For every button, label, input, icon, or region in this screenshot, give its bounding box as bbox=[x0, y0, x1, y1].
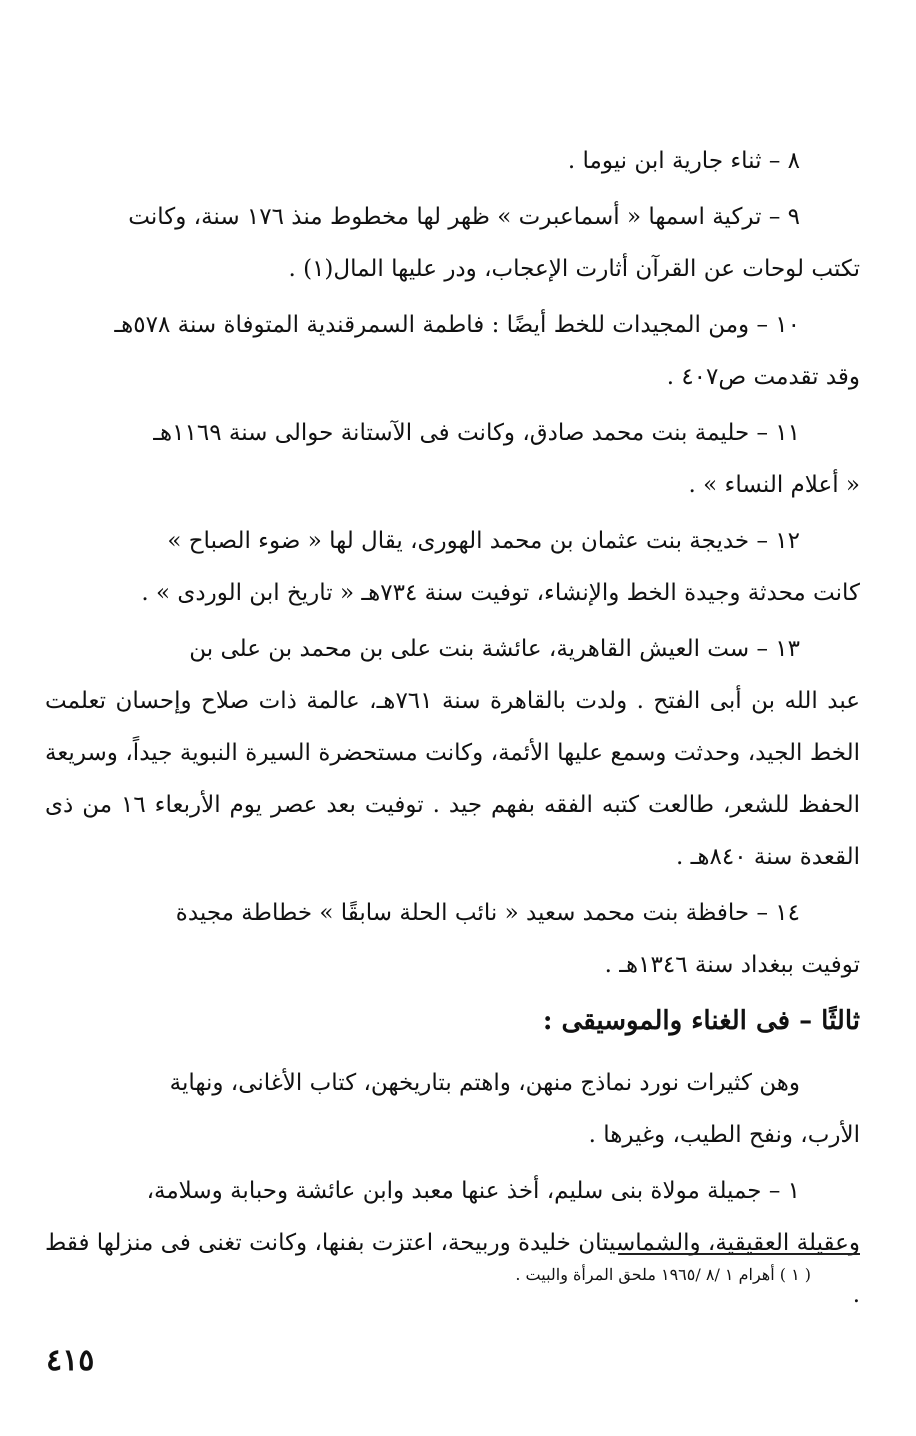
item-13-rest: عبد الله بن أبى الفتح . ولدت بالقاهرة سنة ٧٦١هـ، عالمة ذات صلاح وإحسان تعلمت الخط الجيد، وحدثت وسمع عليها الأئمة، وكانت مستحضرة السيرة النبوية جيداً، وسريعة الحفظ للشعر، طالعت كتبه الفقه بفهم جيد . توفيت بعد عصر يوم الأربعاء ١٦ من ذى القعدة سنة ٨٤٠هـ . bbox=[45, 688, 860, 870]
item-10-line1: ١٠ – ومن المجيدات للخط أيضًا : فاطمة السمرقندية المتوفاة سنة ٥٧٨هـ bbox=[114, 312, 800, 338]
item-11 bbox=[45, 407, 860, 511]
item-12-rest: كانت محدثة وجيدة الخط والإنشاء، توفيت سنة ٧٣٤هـ « تاريخ ابن الوردى » . bbox=[141, 580, 860, 606]
page-number: ٤١٥ bbox=[46, 1343, 95, 1378]
item-13-line1: ١٣ – ست العيش القاهرية، عائشة بنت على بن محمد بن على بن bbox=[189, 636, 800, 662]
item-14-rest: توفيت ببغداد سنة ١٣٤٦هـ . bbox=[604, 952, 860, 978]
item-12 bbox=[45, 515, 860, 619]
item-9 bbox=[45, 191, 860, 295]
item-14 bbox=[45, 887, 860, 991]
section-intro bbox=[45, 1057, 860, 1161]
footnote-divider bbox=[618, 1253, 860, 1255]
music-item-1-line1: ١ – جميلة مولاة بنى سليم، أخذ عنها معبد وابن عائشة وحبابة وسلامة، bbox=[146, 1178, 800, 1204]
item-9-line1: ٩ – تركية اسمها « أسماعبرت » ظهر لها مخطوط منذ ١٧٦ سنة، وكانت bbox=[128, 204, 800, 230]
item-10 bbox=[45, 299, 860, 403]
section-intro-rest: الأرب، ونفح الطيب، وغيرها . bbox=[588, 1122, 860, 1148]
music-item-1-rest: وعقيلة العقيقية، والشماسيتان خليدة وربيحة، اعتزت بفنها، وكانت تغنى فى منزلها فقط . bbox=[45, 1230, 860, 1308]
item-13 bbox=[45, 623, 860, 883]
page-body bbox=[45, 135, 860, 1325]
section-intro-line1: وهن كثيرات نورد نماذج منهن، واهتم بتاريخهن، كتاب الأغانى، ونهاية bbox=[169, 1070, 800, 1096]
footnote: ( ١ ) أهرام ١ /٨ /١٩٦٥ ملحق المرأة والبيت . bbox=[515, 1265, 811, 1284]
item-10-rest: وقد تقدمت ص٤٠٧ . bbox=[666, 364, 860, 390]
item-12-line1: ١٢ – خديجة بنت عثمان بن محمد الهورى، يقال لها « ضوء الصباح » bbox=[167, 528, 800, 554]
item-8 bbox=[45, 135, 860, 187]
item-9-rest: تكتب لوحات عن القرآن أثارت الإعجاب، ودر عليها المال(١) . bbox=[288, 256, 860, 282]
section-heading: ثالثًا – فى الغناء والموسيقى : bbox=[542, 1006, 860, 1036]
item-11-line1: ١١ – حليمة بنت محمد صادق، وكانت فى الآستانة حوالى سنة ١١٦٩هـ bbox=[153, 420, 800, 446]
item-11-rest: « أعلام النساء » . bbox=[688, 472, 860, 498]
item-14-line1: ١٤ – حافظة بنت محمد سعيد « نائب الحلة سابقًا » خطاطة مجيدة bbox=[175, 900, 800, 926]
music-item-1 bbox=[45, 1165, 860, 1321]
item-8-line: ٨ – ثناء جارية ابن نيوما . bbox=[567, 148, 800, 174]
